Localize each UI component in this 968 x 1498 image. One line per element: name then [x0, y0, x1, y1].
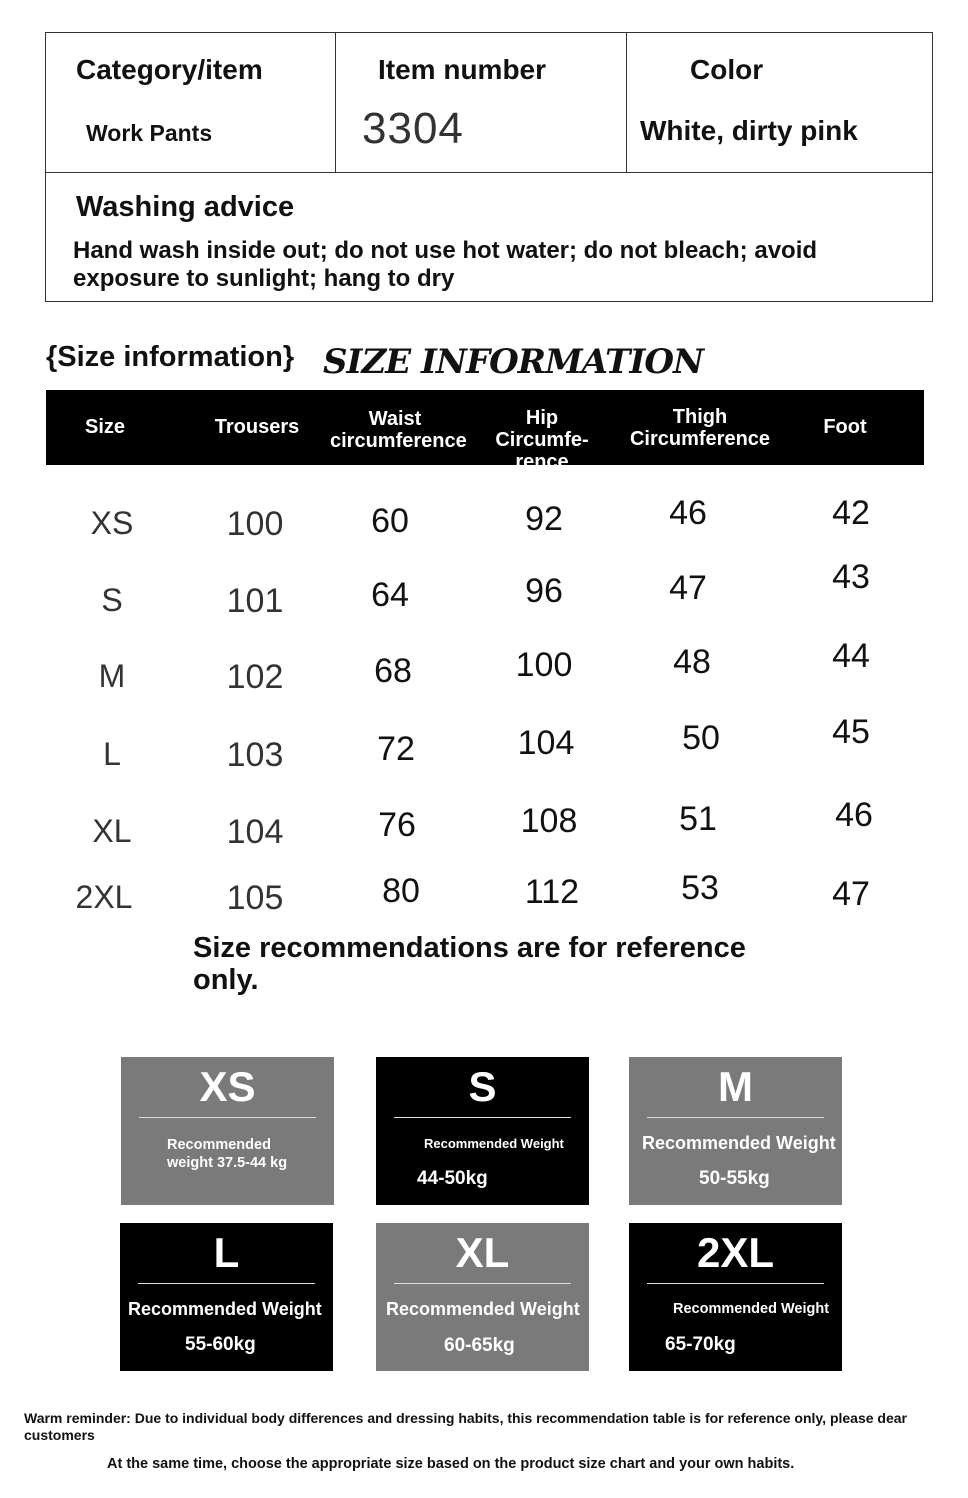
card-2xl — [629, 1223, 842, 1371]
card-xl — [376, 1223, 589, 1371]
card-m — [629, 1057, 842, 1205]
row-s-hip: 96 — [525, 572, 563, 610]
card-xs-divider — [139, 1117, 316, 1118]
card-l-weight: 55-60kg — [185, 1334, 256, 1355]
card-s — [376, 1057, 589, 1205]
card-s-size: S — [468, 1063, 497, 1110]
card-2xl-size: 2XL — [696, 1229, 775, 1276]
card-xl-size: XL — [455, 1229, 510, 1276]
row-xl-foot: 46 — [835, 796, 873, 834]
card-2xl-weight: 65-70kg — [665, 1334, 736, 1355]
info-divider-vertical-2 — [626, 32, 627, 172]
card-s-weight: 44-50kg — [417, 1168, 488, 1189]
card-xl-label: Recommended Weight — [386, 1299, 580, 1319]
header-waist: Waist circumference — [330, 408, 467, 452]
row-m-size: M — [98, 658, 126, 694]
washing-advice-label: Washing advice — [76, 191, 295, 223]
row-m-hip: 100 — [515, 646, 573, 684]
row-xs-waist: 60 — [371, 502, 409, 540]
card-m-divider — [647, 1117, 824, 1118]
row-xl-trousers: 104 — [226, 813, 284, 851]
header-thigh: Thigh Circumference — [629, 406, 771, 450]
category-label: Category/item — [76, 54, 263, 85]
card-xs — [121, 1057, 334, 1205]
card-xl-divider — [394, 1283, 571, 1284]
row-s-thigh: 47 — [669, 569, 707, 607]
card-xs-weight: Recommended weight 37.5-44 kg — [167, 1137, 288, 1171]
row-l-trousers: 103 — [226, 736, 284, 774]
category-value: Work Pants — [86, 120, 213, 146]
info-divider-vertical-1 — [335, 32, 336, 172]
row-2xl-hip: 112 — [524, 873, 580, 911]
row-xs-trousers: 100 — [226, 505, 284, 543]
card-2xl-divider — [647, 1283, 824, 1284]
row-m-thigh: 48 — [673, 643, 711, 681]
row-xs-foot: 42 — [832, 494, 870, 532]
row-xl-waist: 76 — [378, 806, 416, 844]
row-s-foot: 43 — [832, 558, 870, 596]
row-xl-thigh: 51 — [679, 800, 717, 838]
header-size: Size — [84, 416, 126, 438]
row-2xl-trousers: 105 — [226, 879, 284, 917]
row-xs-size: XS — [90, 505, 134, 541]
card-m-size: M — [718, 1063, 753, 1110]
size-info-label: {Size information} — [46, 341, 295, 373]
row-s-trousers: 101 — [226, 582, 284, 620]
row-s-size: S — [101, 582, 123, 618]
row-l-hip: 104 — [517, 724, 575, 762]
row-l-waist: 72 — [377, 730, 415, 768]
row-xl-hip: 108 — [520, 802, 578, 840]
info-divider-horizontal — [45, 172, 933, 173]
row-2xl-thigh: 53 — [681, 869, 719, 907]
color-label: Color — [690, 54, 764, 85]
card-l — [120, 1223, 333, 1371]
row-l-foot: 45 — [832, 713, 870, 751]
card-s-label: Recommended Weight — [424, 1136, 564, 1151]
header-trousers: Trousers — [214, 416, 300, 438]
row-2xl-waist: 80 — [382, 872, 420, 910]
size-advice: At the same time, choose the appropriate size based on the product size chart and your own habits. — [107, 1456, 795, 1472]
card-l-label: Recommended Weight — [128, 1299, 322, 1319]
size-info-title: SIZE INFORMATION — [323, 342, 704, 382]
row-xs-hip: 92 — [525, 500, 563, 538]
item-number-label: Item number — [378, 54, 547, 85]
row-xl-size: XL — [92, 813, 132, 849]
header-foot: Foot — [823, 416, 867, 438]
card-l-divider — [138, 1283, 315, 1284]
card-xl-weight: 60-65kg — [444, 1335, 515, 1356]
card-2xl-label: Recommended Weight — [673, 1301, 830, 1317]
row-l-size: L — [103, 736, 121, 772]
size-reference-note: Size recommendations are for reference only. — [193, 932, 746, 996]
row-s-waist: 64 — [371, 576, 409, 614]
row-2xl-size: 2XL — [75, 879, 133, 915]
row-m-foot: 44 — [832, 637, 870, 675]
card-l-size: L — [213, 1229, 240, 1276]
row-xs-thigh: 46 — [669, 494, 707, 532]
header-hip: Hip Circumfe- rence — [495, 407, 589, 473]
item-number-value: 3304 — [362, 104, 464, 153]
washing-advice-text: Hand wash inside out; do not use hot water; do not bleach; avoid exposure to sunlight; hang to dry — [73, 237, 818, 292]
card-xs-size: XS — [199, 1063, 256, 1110]
card-m-weight: 50-55kg — [699, 1168, 770, 1189]
row-m-trousers: 102 — [226, 658, 284, 696]
card-m-label: Recommended Weight — [642, 1133, 836, 1153]
card-s-divider — [394, 1117, 571, 1118]
warm-reminder: Warm reminder: Due to individual body differences and dressing habits, this recommendation table is for reference only, please dear customers — [24, 1410, 907, 1443]
row-l-thigh: 50 — [682, 719, 720, 757]
row-m-waist: 68 — [374, 652, 412, 690]
row-2xl-foot: 47 — [832, 875, 870, 913]
color-value: White, dirty pink — [640, 115, 858, 146]
